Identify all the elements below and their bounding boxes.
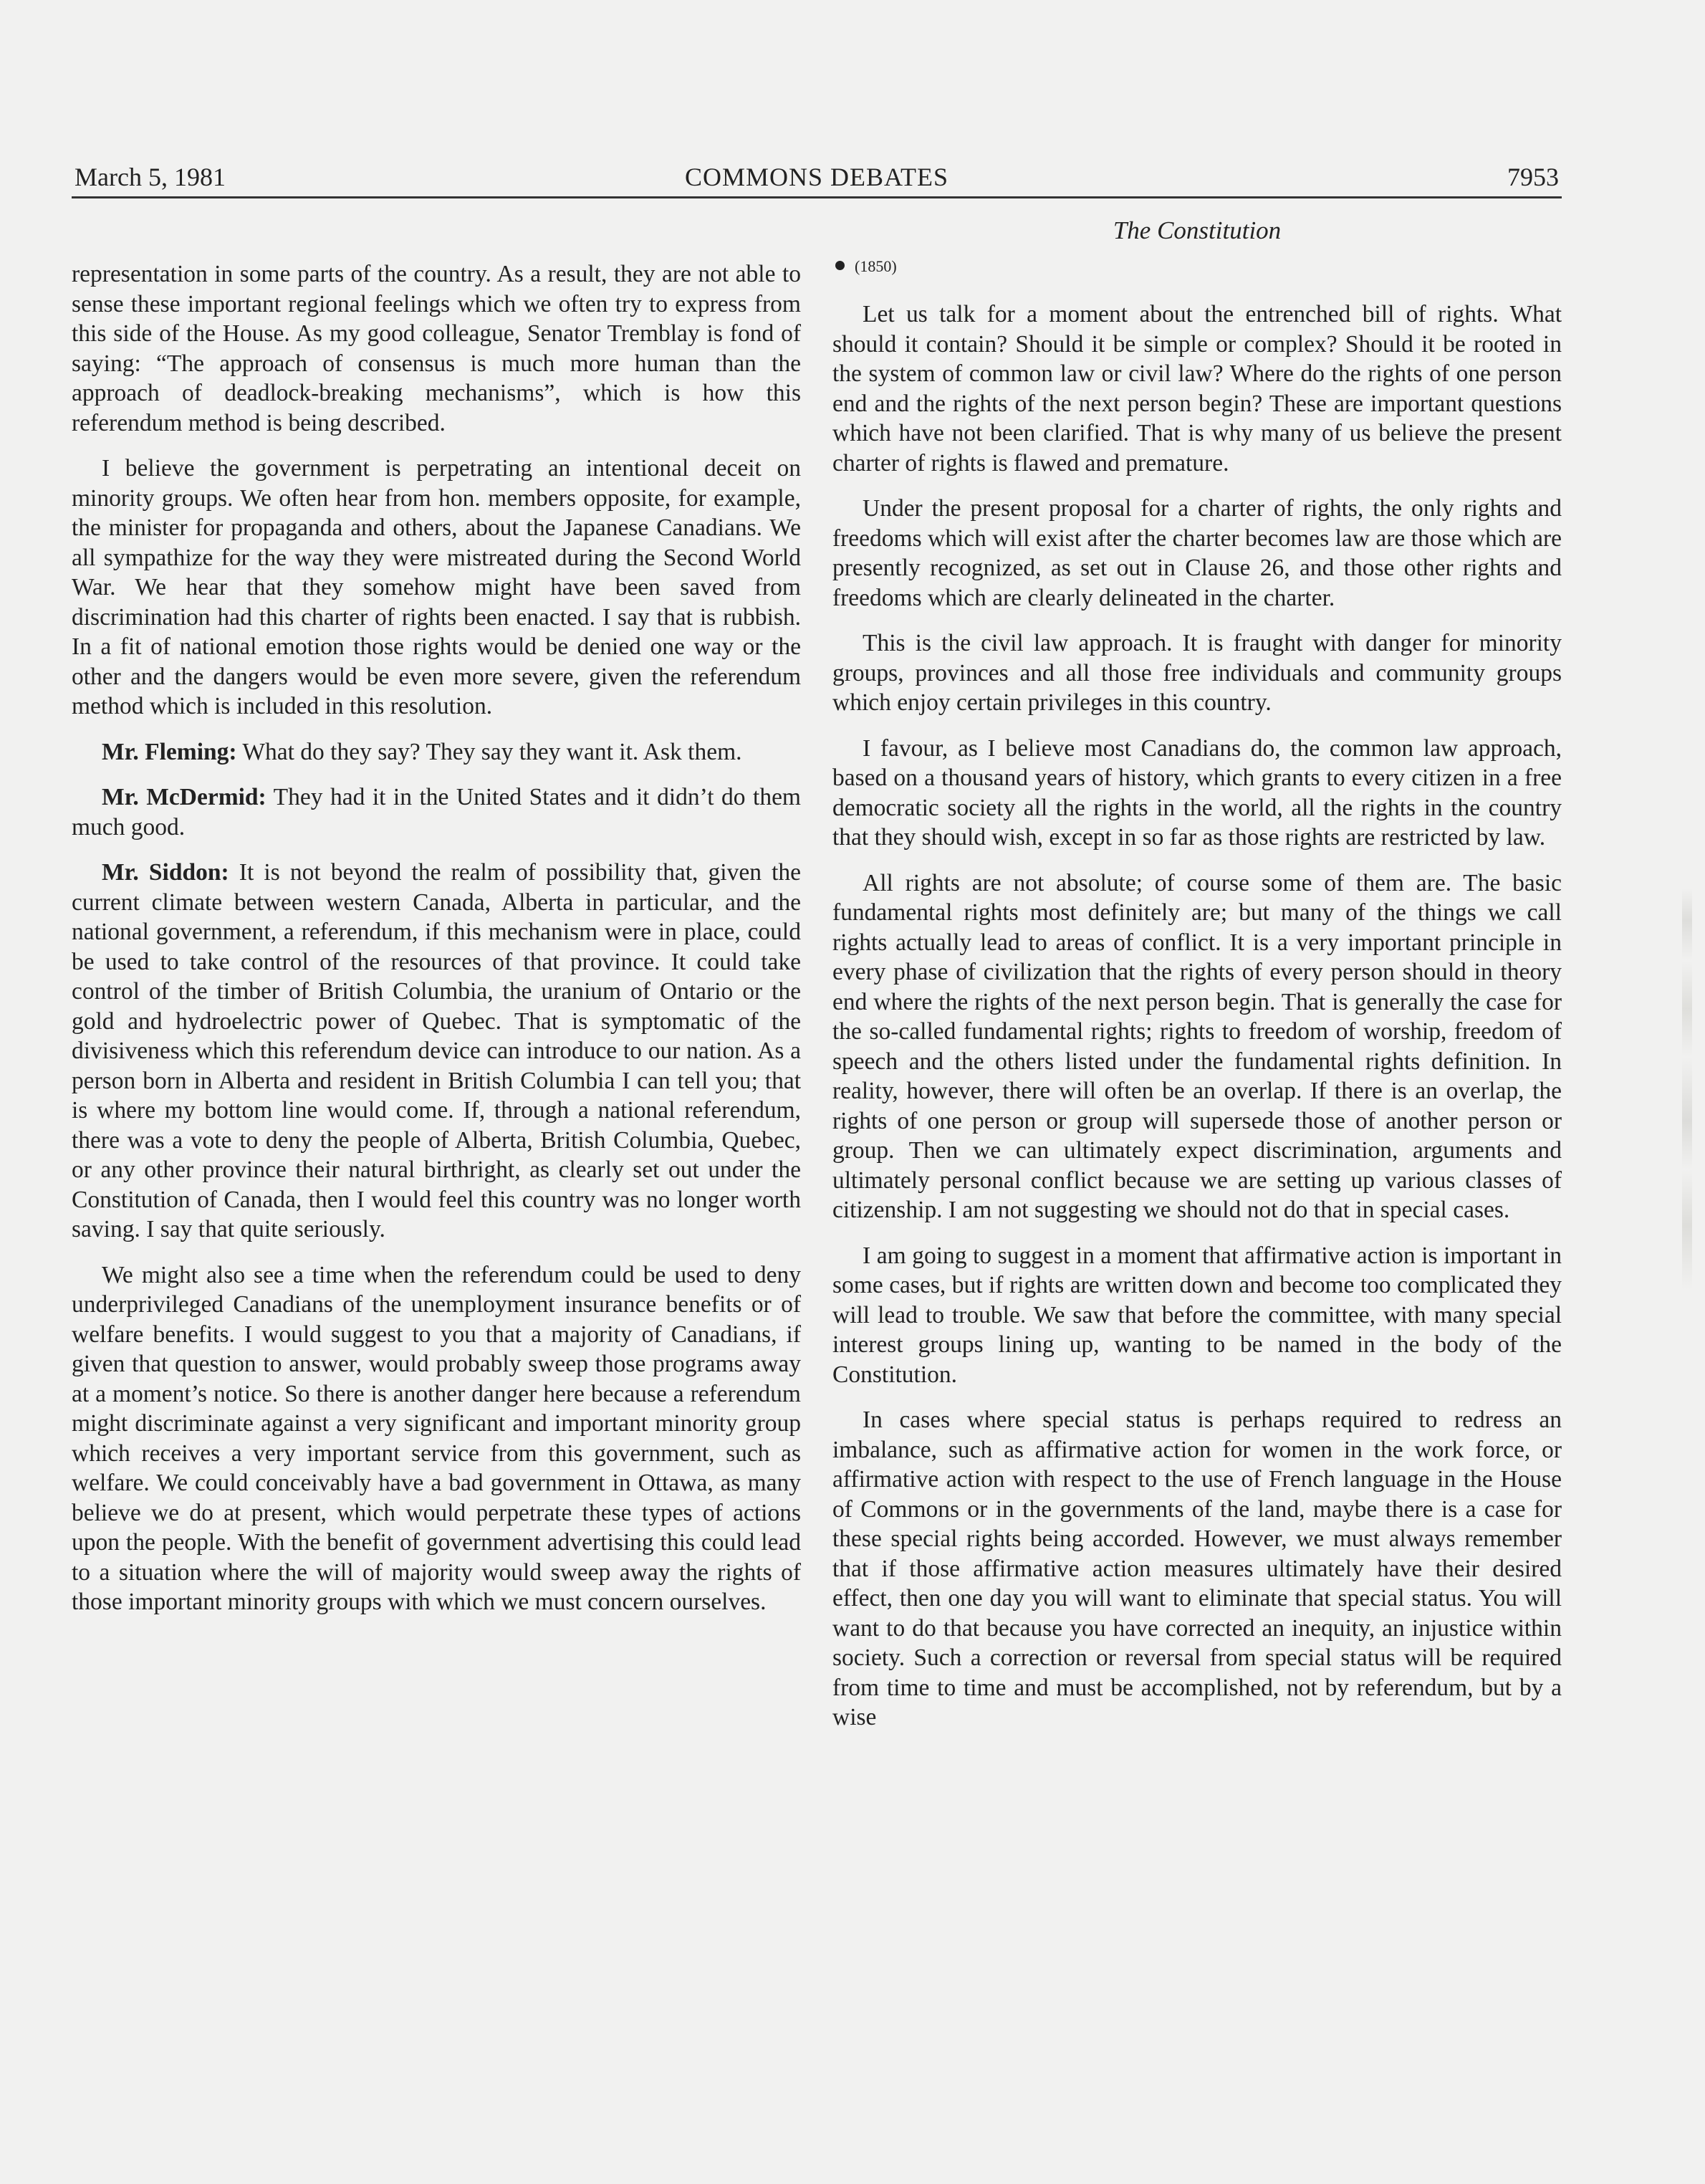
header-title: COMMONS DEBATES xyxy=(684,163,949,191)
paragraph: Let us talk for a moment about the entrenched bill of rights. What should it contain? Should it be simple or complex? Should it be rooted in the system of common law or civil law? Where do the rights of one person end and the rights of the next person begin? These are important questions which have not been clarified. That is why many of us believe the present charter of rights is flawed and premature. xyxy=(832,301,1562,476)
bullet-icon xyxy=(835,261,845,270)
speaker-name: Mr. McDermid: xyxy=(102,784,266,810)
paragraph: We might also see a time when the referendum could be used to deny underprivileged Canadians of the unemployment insurance benefits or of welfare benefits. I would suggest to you that a majority of Canadians, if given that question to answer, would probably sweep those programs away at a moment’s notice. So there is another danger here because a referendum might discriminate against a very significant and important minority group which receives a very important service from this government, such as welfare. We could conceivably have a bad government in Ottawa, as many believe we do at present, which would perpetrate these types of actions upon the people. With the benefit of government advertising this could lead to a situation where the will of majority would sweep away the rights of those important minority groups with which we must concern ourselves. xyxy=(72,1261,801,1615)
paragraph: This is the civil law approach. It is fraught with danger for minority groups, provinces and all those free individuals and community groups which enjoy certain privileges in this country. xyxy=(832,630,1562,716)
timestamp-text: (1850) xyxy=(855,257,897,275)
left-column xyxy=(72,259,801,1633)
header-page-number: 7953 xyxy=(1507,163,1559,191)
paragraph: Under the present proposal for a charter of rights, the only rights and freedoms which will exist after the charter becomes law are those which are presently recognized, as set out in Clause 26, and those other rights and freedoms which are clearly delineated in the charter. xyxy=(832,495,1562,611)
paragraph: I believe the government is perpetrating an intentional deceit on minority groups. We often hear from hon. members opposite, for example, the minister for propaganda and others, about the Japanese Canadians. We all sympathize for the way they were mistreated during the Second World War. We hear that they somehow might have been saved from discrimination had this charter of rights been enacted. I say that is rubbish. In a fit of national emotion those rights would be denied one way or the other and the dangers would be even more severe, given the referendum method which is included in this resolution. xyxy=(72,455,801,719)
paragraph: I favour, as I believe most Canadians do, the common law approach, based on a thousand years of history, which grants to every citizen in a free democratic society all the rights in the world, all the rights in the country that they should wish, except in so far as those rights are restricted by law. xyxy=(832,734,1562,851)
header-date: March 5, 1981 xyxy=(75,163,226,191)
section-title: The Constitution xyxy=(1113,216,1282,244)
page-header xyxy=(72,158,1562,198)
speech-paragraph xyxy=(72,858,801,1245)
speaker-name: Mr. Siddon: xyxy=(102,859,229,886)
paragraph: In cases where special status is perhaps required to redress an imbalance, such as affirmative action for women in the work force, or affirmative action with respect to the use of French language in the House of Commons or in the governments of the land, maybe there is a case for these special rights being accorded. However, we must always remember that if those affirmative action measures ultimately have their desired effect, then one day you will want to eliminate that special status. You will want to do that because you have corrected an inequity, an injustice within society. Such a correction or reversal from special status will be required from time to time and must be accomplished, not by referendum, but by a wise xyxy=(832,1407,1562,1730)
paragraph: representation in some parts of the country. As a result, they are not able to sense these important regional feelings which we often try to express from this side of the House. As my good colleague, Senator Tremblay is fond of saying: “The approach of consensus is much more human than the approach of deadlock-breaking mechanisms”, which is how this referendum method is being described. xyxy=(72,261,801,436)
speech-paragraph xyxy=(72,782,801,842)
speech-text: It is not beyond the realm of possibility that, given the current climate between western Canada, Alberta in particular, and the national government, a referendum, if this mechanism were in place, could be used to take control of the resources of that province. It could take control of the timber of British Columbia, the uranium of Ontario or the gold and hydroelectric power of Quebec. That is symptomatic of the divisiveness which this referendum device can introduce to our nation. As a person born in Alberta and resident in British Columbia I can tell you; that is where my bottom line would come. If, through a national referendum, there was a vote to deny the people of Alberta, British Columbia, Quebec, or any other province their natural birthright, as clearly set out under the Constitution of Canada, then I would feel this country was no longer worth saving. I say that quite seriously. xyxy=(72,859,801,1242)
timestamp-marker xyxy=(835,254,897,279)
speech-paragraph xyxy=(72,737,801,767)
right-column xyxy=(832,300,1562,1748)
speech-text: What do they say? They say they want it. Ask them. xyxy=(242,738,742,765)
speech-text: They had it in the United States and it didn’t do them much good. xyxy=(72,784,801,840)
scan-bleed-marks xyxy=(1682,889,1692,1290)
paragraph: All rights are not absolute; of course some of them are. The basic fundamental rights most definitely are; but many of the things we call rights actually lead to areas of conflict. It is a very important principle in every phase of civilization that the rights of every person should in theory end where the rights of the next person begin. That is generally the case for the so-called fundamental rights; rights to freedom of worship, freedom of speech and the others listed under the fundamental rights definition. In reality, however, there will often be an overlap. If there is an overlap, the rights of one person or group will supersede those of another person or group. Then we can ultimately expect discrimination, arguments and ultimately personal conflict because we are setting up various classes of citizenship. I am not suggesting we should not do that in special cases. xyxy=(832,869,1562,1223)
speaker-name: Mr. Fleming: xyxy=(102,738,237,765)
paragraph: I am going to suggest in a moment that affirmative action is important in some cases, but if rights are written down and become too complicated they will lead to trouble. We saw that before the committee, with many special interest groups lining up, wanting to be named in the body of the Constitution. xyxy=(832,1242,1562,1388)
